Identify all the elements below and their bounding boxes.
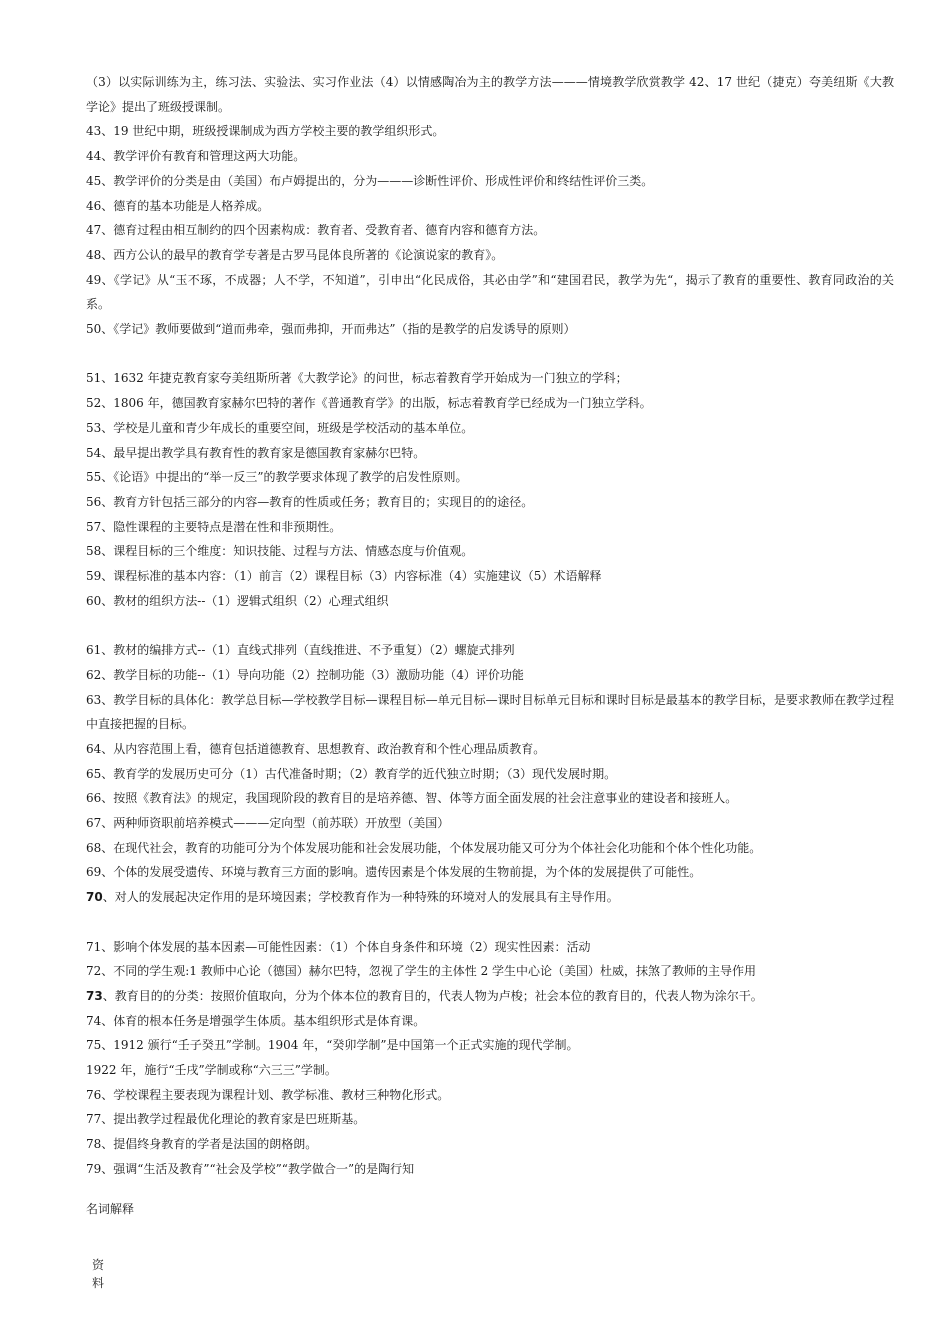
- paragraph-64: 64、从内容范围上看，德育包括道德教育、思想教育、政治教育和个性心理品质教育。: [86, 741, 546, 756]
- paragraph-75b: 1922 年，施行“壬戌”学制或称“六三三”学制。: [86, 1063, 337, 1078]
- blank-line: [86, 613, 894, 638]
- paragraph-45: 45、教学评价的分类是由（美国）布卢姆提出的，分为———诊断性评价、形成性评价和终结性评价三类。: [86, 173, 654, 188]
- paragraph-59: 59、课程标准的基本内容：（1）前言（2）课程目标（3）内容标准（4）实施建议（5）术语解释: [86, 569, 602, 584]
- paragraph-57: 57、隐性课程的主要特点是潜在性和非预期性。: [86, 519, 342, 534]
- paragraph-49: 49、《学记》从“玉不琢，不成器；人不学，不知道”，引申出“化民成俗，其必由学”和“建国君民，教学为先“，揭示了教育的重要性、教育同政治的关系。: [86, 272, 894, 312]
- paragraph-60: 60、教材的组织方法--（1）逻辑式组织（2）心理式组织: [86, 593, 389, 608]
- paragraph-66: 66、按照《教育法》的规定，我国现阶段的教育目的是培养德、智、体等方面全面发展的社会注意事业的建设者和接班人。: [86, 791, 738, 806]
- paragraph-69: 69、个体的发展受遗传、环境与教育三方面的影响。遗传因素是个体发展的生物前提，为个体的发展提供了可能性。: [86, 865, 702, 880]
- paragraph-55: 55、《论语》中提出的“举一反三”的教学要求体现了教学的启发性原则。: [86, 470, 468, 485]
- paragraph-67: 67、两种师资职前培养模式———定向型（前苏联）开放型（美国）: [86, 816, 450, 831]
- paragraph-51: 51、1632 年捷克教育家夸美纽斯所著《大教学论》的问世，标志着教育学开始成为一门独立的学科；: [86, 371, 628, 386]
- paragraph-63: 63、教学目标的具体化：教学总目标—学校教学目标—课程目标—单元目标—课时目标单元目标和课时目标是最基本的教学目标，是要求教师在教学过程中直接把握的目标。: [86, 692, 894, 732]
- margin-note: 资料: [92, 1258, 105, 1290]
- paragraph-54: 54、最早提出教学具有教育性的教育家是德国教育家赫尔巴特。: [86, 445, 426, 460]
- paragraph-56: 56、教育方针包括三部分的内容—教育的性质或任务；教育目的；实现目的的途径。: [86, 494, 534, 509]
- paragraph-61: 61、教材的编排方式--（1）直线式排列（直线推进、不予重复）（2）螺旋式排列: [86, 643, 515, 658]
- paragraph-70-number: 70: [86, 890, 103, 905]
- blank-line: [86, 342, 894, 367]
- blank-line: [86, 910, 894, 935]
- document-body: [86, 70, 894, 1217]
- paragraph-65: 65、教育学的发展历史可分（1）古代准备时期；（2）教育学的近代独立时期；（3）现代发展时期。: [86, 766, 617, 781]
- paragraph-52: 52、1806 年，德国教育家赫尔巴特的著作《普通教育学》的出版，标志着教育学已经成为一门独立学科。: [86, 396, 652, 411]
- paragraph-79: 79、强调“生活及教育”“社会及学校”“教学做合一”的是陶行知: [86, 1161, 415, 1176]
- paragraph-68: 68、在现代社会，教育的功能可分为个体发展功能和社会发展功能，个体发展功能又可分为个体社会化功能和个体个性化功能。: [86, 840, 762, 855]
- paragraph-62: 62、教学目标的功能--（1）导向功能（2）控制功能（3）激励功能（4）评价功能: [86, 667, 524, 682]
- paragraph-77: 77、提出教学过程最优化理论的教育家是巴班斯基。: [86, 1112, 366, 1127]
- section-heading: 名词解释: [86, 1201, 135, 1216]
- paragraph-58: 58、课程目标的三个维度：知识技能、过程与方法、情感态度与价值观。: [86, 544, 474, 559]
- paragraph-cont: （3）以实际训练为主，练习法、实验法、实习作业法（4）以情感陶冶为主的教学方法———情境教学欣赏教学 42、17 世纪（捷克）夸美纽斯《大教学论》提出了班级授课制。: [86, 75, 894, 114]
- paragraph-75: 75、1912 颁行“壬子癸丑”学制。1904 年，“癸卯学制”是中国第一个正式实施的现代学制。: [86, 1038, 579, 1053]
- paragraph-44: 44、教学评价有教育和管理这两大功能。: [86, 149, 306, 164]
- paragraph-43: 43、19 世纪中期，班级授课制成为西方学校主要的教学组织形式。: [86, 124, 445, 139]
- paragraph-70-text: 、对人的发展起决定作用的是环境因素；学校教育作为一种特殊的环境对人的发展具有主导作用。: [102, 890, 619, 905]
- paragraph-47: 47、德育过程由相互制约的四个因素构成：教育者、受教育者、德育内容和德育方法。: [86, 223, 546, 238]
- paragraph-73-text: 、教育目的的分类：按照价值取向，分为个体本位的教育目的，代表人物为卢梭；社会本位的教育目的，代表人物为涂尔干。: [102, 988, 763, 1003]
- paragraph-72: 72、不同的学生观:1 教师中心论（德国）赫尔巴特，忽视了学生的主体性 2 学生中心论（美国）杜威，抹煞了教师的主导作用: [86, 964, 757, 979]
- paragraph-48: 48、西方公认的最早的教育学专著是古罗马昆体良所著的《论演说家的教育》。: [86, 247, 504, 262]
- paragraph-76: 76、学校课程主要表现为课程计划、教学标准、教材三种物化形式。: [86, 1087, 450, 1102]
- paragraph-53: 53、学校是儿童和青少年成长的重要空间，班级是学校活动的基本单位。: [86, 420, 474, 435]
- paragraph-73-number: 73: [86, 988, 103, 1003]
- paragraph-46: 46、德育的基本功能是人格养成。: [86, 198, 270, 213]
- paragraph-73: [86, 984, 894, 1009]
- paragraph-50: 50、《学记》教师要做到“道而弗牵，强而弗抑，开而弗达”（指的是教学的启发诱导的原则）: [86, 322, 576, 337]
- paragraph-74: 74、体育的根本任务是增强学生体质。基本组织形式是体育课。: [86, 1013, 426, 1028]
- paragraph-71: 71、影响个体发展的基本因素—可能性因素：（1）个体自身条件和环境（2）现实性因素：活动: [86, 939, 591, 954]
- paragraph-70: [86, 885, 894, 910]
- paragraph-78: 78、提倡终身教育的学者是法国的朗格朗。: [86, 1137, 318, 1152]
